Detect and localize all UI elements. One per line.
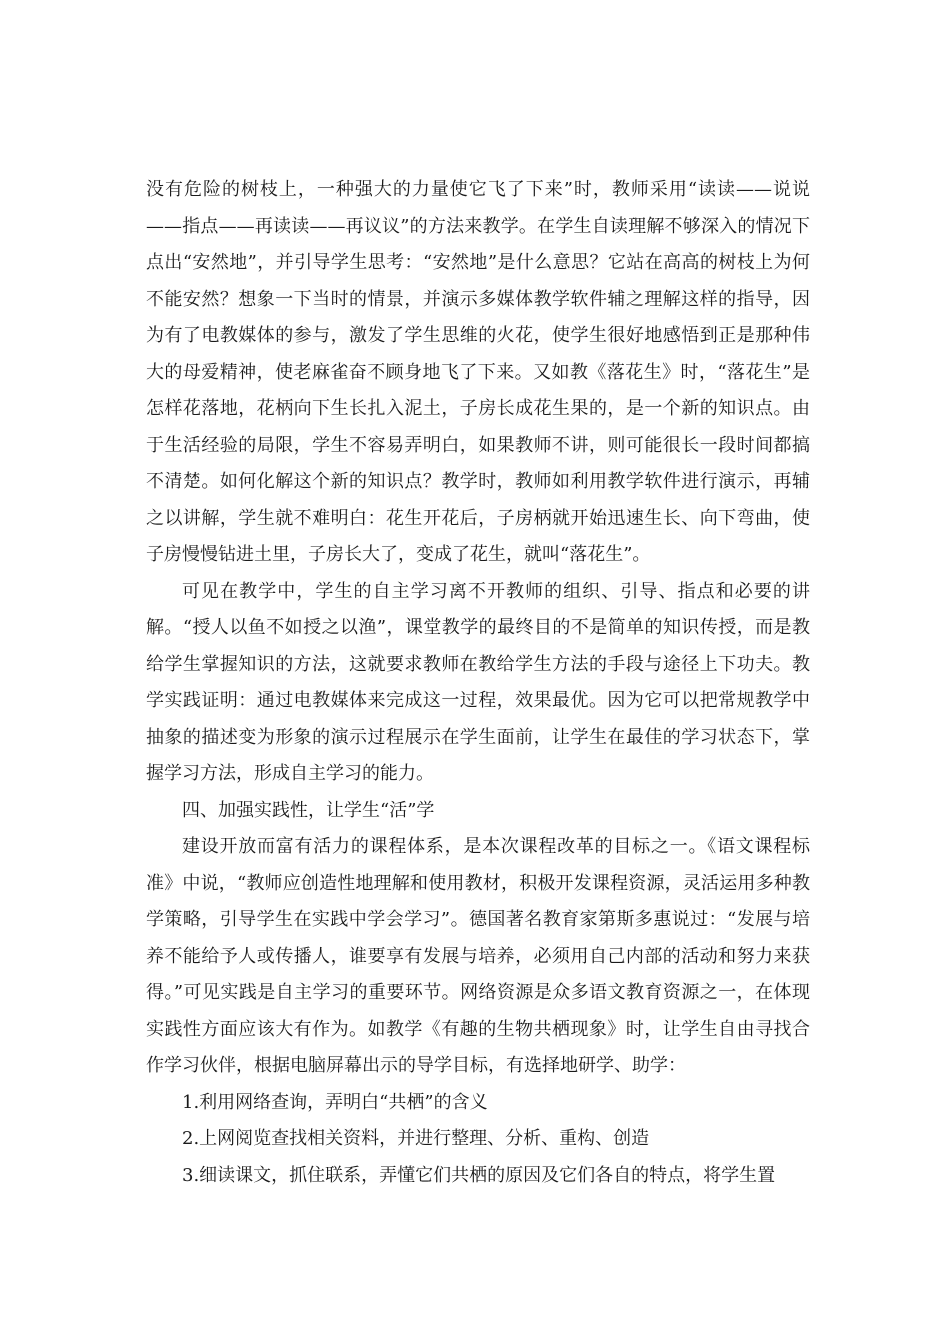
section-heading: 四、加强实践性，让学生“活”学 bbox=[182, 799, 435, 821]
paragraph-practice: 建设开放而富有活力的课程体系，是本次课程改革的目标之一。《语文课程标准》中说，“教师应创造性地理解和使用教材，积极开发课程资源，灵活运用多种教学策略，引导学生在实践中学会学习”。德国著名教育家第斯多惠说过：“发展与培养不能给予人或传播人，谁要享有发展与培养，必须用自己内部的活动和努力来获得。”可见实践是自主学习的重要环节。网络资源是众多语文教育资源之一，在体现实践性方面应该大有作为。如教学《有趣的生物共栖现象》时，让学生自由寻找合作学习伙伴，根据电脑屏幕出示的导学目标，有选择地研学、助学： bbox=[146, 836, 810, 1076]
paragraph-conclusion: 可见在教学中，学生的自主学习离不开教师的组织、引导、指点和必要的讲解。“授人以鱼不如授之以渔”，课堂教学的最终目的不是简单的知识传授，而是教给学生掌握知识的方法，这就要求教师在教给学生方法的手段与途径上下功夫。教学实践证明：通过电教媒体来完成这一过程，效果最优。因为它可以把常规教学中抽象的描述变为形象的演示过程展示在学生面前，让学生在最佳的学习状态下，掌握学习方法，形成自主学习的能力。 bbox=[146, 580, 810, 784]
document-body bbox=[146, 172, 810, 1194]
list-item: 2.上网阅览查找相关资料，并进行整理、分析、重构、创造 bbox=[182, 1128, 650, 1149]
paragraph-continuation: 没有危险的树枝上，一种强大的力量使它飞了下来”时，教师采用“读读——说说——指点——再读读——再议议”的方法来教学。在学生自读理解不够深入的情况下点出“安然地”，并引导学生思考：“安然地”是什么意思？它站在高高的树枝上为何不能安然？想象一下当时的情景，并演示多媒体教学软件辅之理解这样的指导，因为有了电教媒体的参与，激发了学生思维的火花，使学生很好地感悟到正是那种伟大的母爱精神，使老麻雀奋不顾身地飞了下来。又如教《落花生》时，“落花生”是怎样花落地，花柄向下生长扎入泥土，子房长成花生果的，是一个新的知识点。由于生活经验的局限，学生不容易弄明白，如果教师不讲，则可能很长一段时间都搞不清楚。如何化解这个新的知识点？教学时，教师如利用教学软件进行演示，再辅之以讲解，学生就不难明白：花生开花后，子房柄就开始迅速生长、向下弯曲，使子房慢慢钻进土里，子房长大了，变成了花生，就叫“落花生”。 bbox=[146, 179, 810, 565]
list-item: 3.细读课文，抓住联系，弄懂它们共栖的原因及它们各自的特点，将学生置 bbox=[182, 1164, 776, 1186]
list-item: 1.利用网络查询，弄明白“共栖”的含义 bbox=[182, 1091, 488, 1113]
